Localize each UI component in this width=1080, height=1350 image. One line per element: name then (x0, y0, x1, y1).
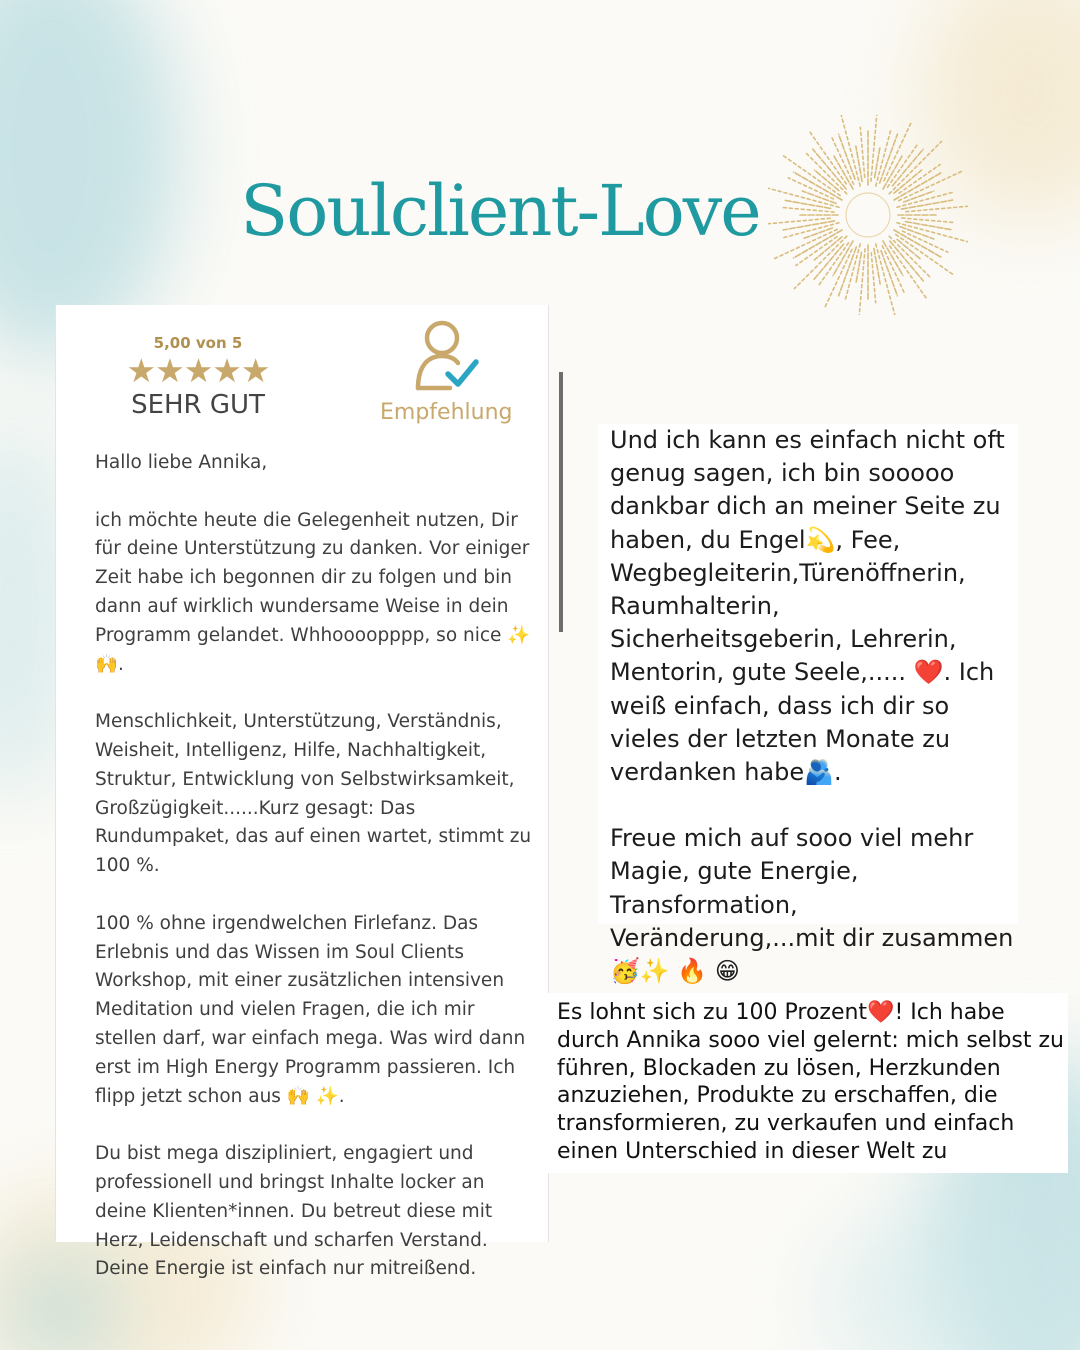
sun-ray (871, 253, 875, 303)
rating-value: 5,00 von 5 (153, 334, 243, 352)
sun-ray (876, 244, 895, 315)
rating-block (118, 334, 278, 420)
sun-ray (794, 236, 846, 288)
divider (559, 372, 563, 632)
review-paragraph: ich möchte heute die Gelegenheit nutzen, Dir für deine Unterstützung zu danken. Vor einiger Zeit habe ich begonnen dir zu folgen und bin dann auf wirklich wundersame Weise in dein Programm gelandet. Whhoooopppp, so nice ✨🙌. (95, 509, 531, 675)
sun-ray (860, 127, 864, 177)
message-paragraph: Freue mich auf sooo viel mehr Magie, gute Energie, Transformation, Veränderung,...mit dir zusammen🥳✨ 🔥 😁 (610, 824, 1014, 986)
review-paragraph: Menschlichkeit, Unterstützung, Verständnis, Weisheit, Intelligenz, Hilfe, Nachhaltigkeit, Struktur, Entwicklung von Selbstwirksamkeit, Großzügigkeit......Kurz gesagt: Das Rundumpaket, das auf einen wartet, stimmt zu 100 %. (95, 711, 532, 877)
sun-ray (874, 248, 880, 283)
sun-ray (889, 141, 941, 193)
message-screenshot-2 (548, 993, 1068, 1173)
rating-label: SEHR GUT (131, 390, 265, 420)
message-paragraph: Und ich kann es einfach nicht oft genug sagen, ich bin sooooo dankbar dich an meiner Seite zu haben, du Engel💫, Fee, Wegbegleiterin,Türenöffnerin, Raumhalterin, Sicherheitsgeberin, Lehrerin, Mentorin, gute Seele,..... ❤️. Ich weiß einfach, dass ich dir so vieles der letzten Monate zu verdanken habe🫂. (610, 426, 1005, 787)
sun-core (846, 193, 890, 237)
review-paragraph: Hallo liebe Annika, (95, 452, 268, 473)
sun-ray (813, 244, 844, 281)
sun-ray (894, 170, 922, 193)
sun-ray (905, 222, 952, 230)
person-check-icon (410, 316, 480, 394)
sun-ray (841, 115, 860, 186)
sun-ray (796, 237, 837, 266)
review-paragraph: Du bist mega diszipliniert, engagiert und professionell und bringst Inhalte locker an deine Klienten*innen. Du betreut diese mit Herz, Leidenschaft und scharfen Verstand. Deine Energie ist einfach nur mitreißend. (95, 1143, 493, 1280)
message-screenshot-1 (598, 424, 1018, 986)
sun-ray (814, 237, 842, 260)
page-title: Soulclient-Love (240, 170, 760, 252)
sun-ray (806, 153, 847, 194)
sunburst-icon (768, 115, 968, 315)
recommendation-badge (380, 316, 513, 425)
sun-ray (892, 149, 923, 186)
review-body (95, 449, 535, 1313)
star-rating-icon: ★★★★★ (126, 351, 270, 390)
sun-ray (856, 146, 862, 181)
sun-ray (783, 200, 830, 208)
sun-ray (899, 165, 940, 194)
recommendation-label: Empfehlung (380, 400, 513, 425)
sun-ray (889, 236, 930, 277)
review-paragraph: 100 % ohne irgendwelchen Firlefanz. Das Erlebnis und das Wissen im Soul Clients Workshop, mit einer zusätzlichen intensiven Meditation und vielen Fragen, die ich mir stellen darf, war einfach mega. Was wird dann erst im High Energy Programm passieren. Ich flipp jetzt schon aus 🙌 ✨. (95, 912, 526, 1107)
message-text: Es lohnt sich zu 100 Prozent❤️! Ich habe durch Annika sooo viel gelernt: mich selbst zu führen, Blockaden zu lösen, Herzkunden anzuziehen, Produkte zu erschaffen, die transformieren, zu verkaufen und einfach einen Unterschied in dieser Welt zu (557, 1000, 1064, 1164)
